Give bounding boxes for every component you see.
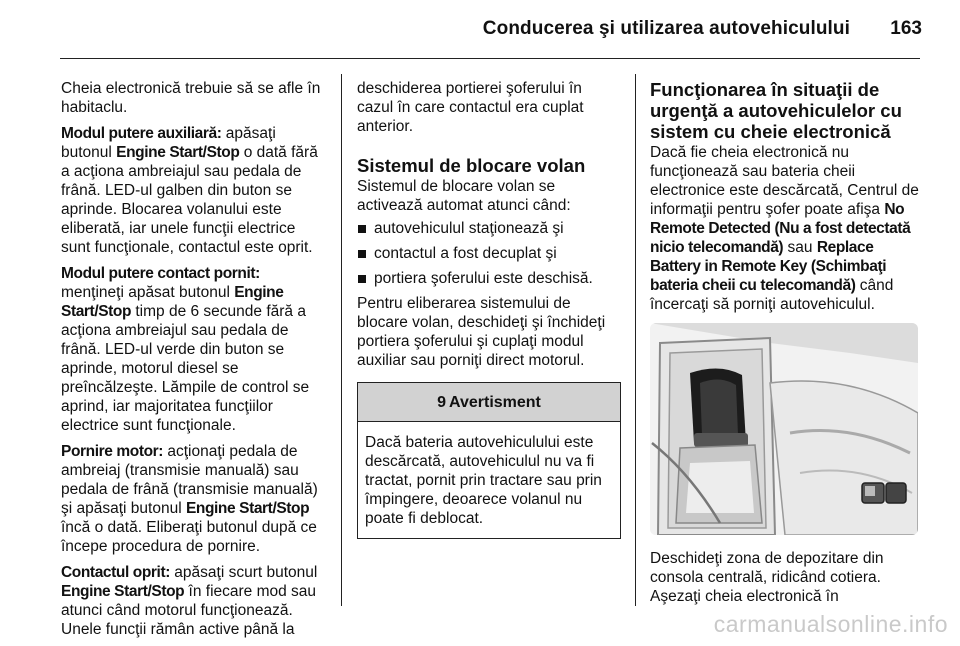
list-item: autovehiculul staţionează şi — [357, 219, 622, 238]
button-name-engine-start-stop: Engine Start/Stop — [116, 144, 240, 161]
warning-header — [358, 383, 620, 422]
paragraph-accessory-mode: Modul putere auxiliară: apăsaţi butonul Engine Start/Stop o dată fără a acţiona ambreiajul sau pedala de frână. LED-ul galben din buton se aprinde. Blocarea volanului este eliberată, iar unele funcţii electrice sunt funcţionale, contactul este oprit. — [61, 125, 318, 256]
paragraph-key-in-cabin: Cheia electronică trebuie să se afle în habitaclu. — [61, 80, 321, 116]
warning-text: Dacă bateria autovehiculului este descărcată, autovehiculul nu va fi tractat, pornit prin tractare sau prin împingere, deoarece volanul nu poate fi deblocat. — [365, 434, 602, 527]
square-bullet-icon — [358, 250, 366, 258]
square-bullet-icon — [358, 225, 366, 233]
column-divider-2 — [635, 74, 636, 606]
console-key-holder-photo — [650, 323, 918, 535]
paragraph-engine-start: Pornire motor: acţionaţi pedala de ambreiaj (transmisie manuală) sau pedala de frână (transmisie manuală) şi apăsaţi butonul Engine Start/Stop încă o dată. Eliberaţi butonul după ce începe procedura de pornire. — [61, 443, 318, 555]
paragraph-ignition-on-mode: Modul putere contact pornit: menţineţi apăsat butonul Engine Start/Stop timp de 6 secunde fără a acţiona ambreiajul sau pedala de frână. LED-ul verde din buton se aprinde, motorul diesel se preîncălzeşte. Lămpile de control se aprind, iar majoritatea funcţiilor electrice sunt funcţionale. — [61, 265, 310, 434]
console-key-holder-illustration — [650, 323, 918, 535]
button-name-engine-start-stop: Engine Start/Stop — [61, 583, 185, 600]
paragraph-ignition-off: Contactul oprit: apăsaţi scurt butonul Engine Start/Stop în fiecare mod sau atunci când motorul funcţionează. Unele funcţii rămân active până la — [61, 564, 318, 638]
button-name-engine-start-stop: Engine Start/Stop — [185, 500, 310, 517]
term-engine-start: Pornire motor: — [61, 443, 164, 460]
column-2 — [357, 79, 622, 539]
term-ignition-off: Contactul oprit: — [61, 564, 170, 581]
section-title-steering-lock: Sistemul de blocare volan — [357, 155, 586, 176]
column-3 — [650, 79, 922, 613]
warning-icon: 9 — [437, 393, 446, 411]
list-item: contactul a fost decuplat şi — [357, 244, 622, 263]
column-1 — [61, 79, 325, 646]
button-name-engine-start-stop: Engine Start/Stop — [61, 284, 284, 320]
paragraph-open-storage: Deschideţi zona de depozitare din consola centrală, ridicând cotiera. Aşezaţi cheia electronică în — [650, 550, 884, 605]
paragraph-continuation: deschiderea portierei şoferului în cazul în care contactul era cuplat anterior. — [357, 80, 584, 135]
list-item: portiera şoferului este deschisă. — [357, 269, 622, 288]
page-header-title: Conducerea şi utilizarea autovehiculului — [482, 18, 850, 39]
warning-title: Avertisment — [449, 393, 541, 411]
term-ignition-on-mode: Modul putere contact pornit: — [61, 265, 260, 282]
term-accessory-mode: Modul putere auxiliară: — [61, 125, 222, 142]
watermark: carmanualsonline.info — [713, 611, 948, 637]
paragraph-steering-lock-release: Pentru eliberarea sistemului de blocare volan, deschideţi şi închideţi portiera şoferului şi cuplaţi modul auxiliar sau porniţi direct motorul. — [357, 295, 606, 369]
square-bullet-icon — [358, 275, 366, 283]
bullet-list — [357, 219, 622, 288]
message-no-remote-detected: No Remote Detected (Nu a fost detectată nicio telecomandă) — [650, 201, 911, 256]
paragraph-emergency-messages: Dacă fie cheia electronică nu funcţionează sau bateria cheii electronice este descărcată, Centrul de informaţii pentru şofer poate afişa No Remote Detected (Nu a fost detectată nicio telecomandă) sau Replace Battery in Remote Key (Schimbaţi bateria cheii cu telecomandă) când încercaţi să porniţi autovehiculul. — [650, 144, 919, 313]
paragraph-steering-lock-intro: Sistemul de blocare volan se activează automat atunci când: — [357, 178, 571, 214]
message-replace-battery: Replace Battery in Remote Key (Schimbaţi bateria cheii cu telecomandă) — [650, 239, 887, 294]
section-title-emergency-operation: Funcţionarea în situaţii de urgenţă a autovehiculelor cu sistem cu cheie electronică — [650, 79, 902, 142]
warning-box — [357, 382, 621, 539]
page-number: 163 — [890, 18, 922, 39]
header-rule — [60, 58, 920, 59]
column-divider-1 — [341, 74, 342, 606]
